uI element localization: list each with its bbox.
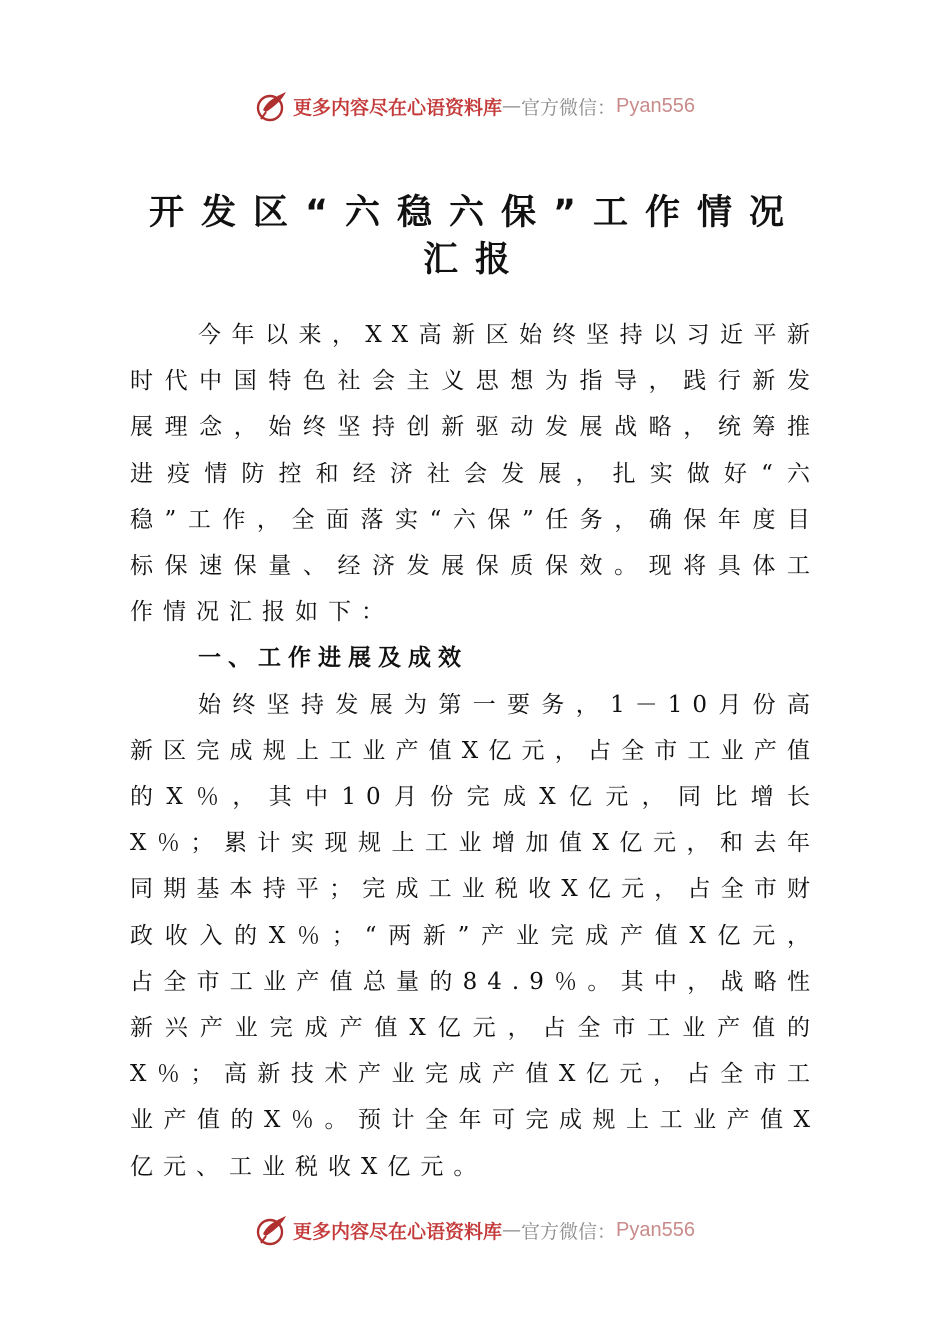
watermark-contact-label: 官方微信： xyxy=(521,1220,617,1243)
quill-pen-logo-icon xyxy=(255,1213,289,1247)
watermark-wechat-id: Pyan556 xyxy=(616,1218,695,1241)
section-heading: 一、工作进展及成效 xyxy=(198,645,468,672)
watermark-brand-text: 更多内容尽在心语资料库 xyxy=(293,96,503,119)
document-title: 开发区“六稳六保”工作情况汇报 xyxy=(148,193,801,280)
watermark-brand-text: 更多内容尽在心语资料库 xyxy=(293,1220,503,1243)
watermark-separator: — xyxy=(502,1219,522,1241)
watermark-banner-bottom xyxy=(0,1210,950,1250)
watermark-contact-label: 官方微信： xyxy=(521,96,617,119)
watermark-separator: — xyxy=(502,95,522,117)
section-paragraph: 始终坚持发展为第一要务，1－10月份高新区完成规上工业产值X亿元，占全市工业产值的X％，其中10月份完成X亿元，同比增长X％；累计实现规上工业增加值X亿元，和去年同期基本持平；完成工业税收X亿元，占全市财政收入的X％；“两新”产业完成产值X亿元，占全市工业产值总量的84.9％。其中，战略性新兴产业完成产值X亿元，占全市工业产值的X％；高新技术产业完成产值X亿元，占全市工业产值的X％。预计全年可完成规上工业产值X亿元、工业税收X亿元。 xyxy=(130,691,820,1180)
document-body xyxy=(130,312,820,1190)
intro-paragraph: 今年以来，XX高新区始终坚持以习近平新时代中国特色社会主义思想为指导，践行新发展理念，始终坚持创新驱动发展战略，统筹推进疫情防控和经济社会发展，扎实做好“六稳”工作，全面落实“六保”任务，确保年度目标保速保量、经济发展保质保效。现将具体工作情况汇报如下： xyxy=(130,322,820,626)
watermark-wechat-id: Pyan556 xyxy=(616,94,695,117)
quill-pen-logo-icon xyxy=(255,89,289,123)
watermark-banner-top xyxy=(0,86,950,126)
